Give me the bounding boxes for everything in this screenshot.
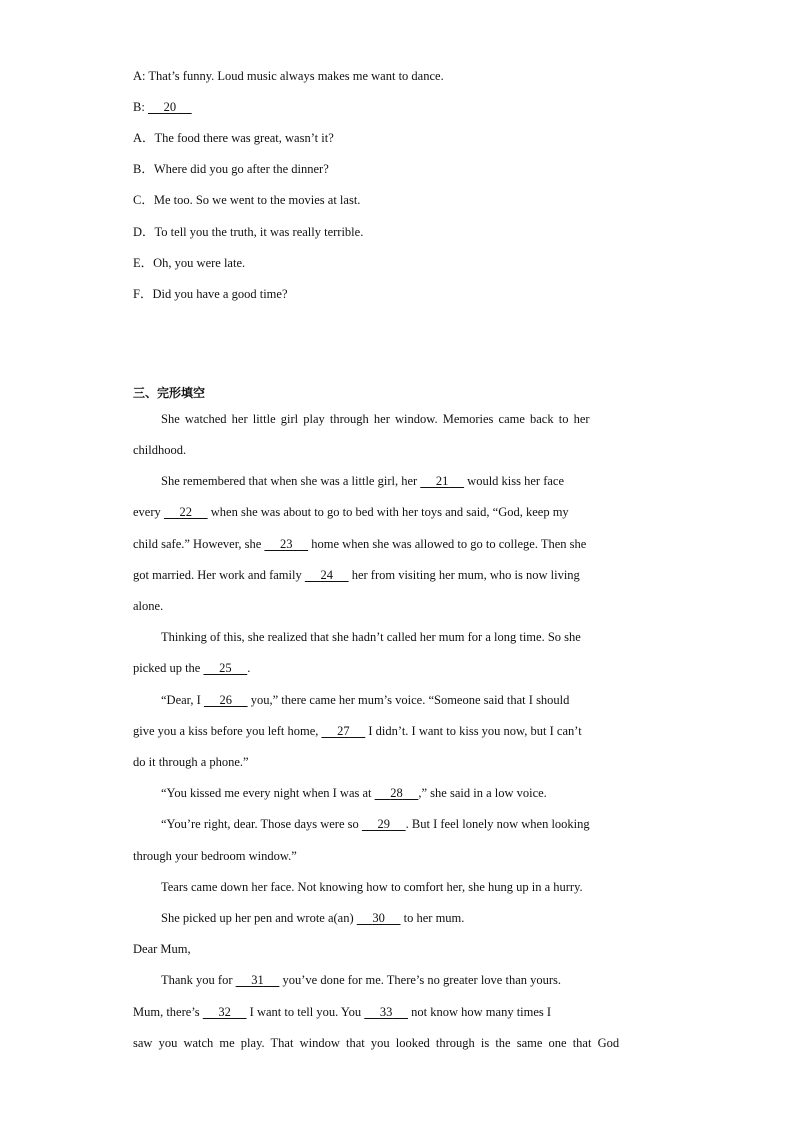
option-f	[133, 288, 288, 301]
passage-line: Thank you for 31 you’ve done for me. There’s no greater love than yours.	[161, 973, 562, 987]
answer-blank: 30	[372, 911, 385, 925]
option-text: The food there was great, wasn’t it?	[154, 131, 334, 145]
option-text: Oh, you were late.	[153, 256, 246, 270]
passage-line: Tears came down her face. Not knowing how to comfort her, she hung up in a hurry.	[161, 880, 583, 894]
answer-blank: 23	[280, 537, 293, 551]
passage-line: alone.	[133, 599, 164, 613]
option-text: To tell you the truth, it was really terrible.	[154, 225, 364, 239]
passage-line: She watched her little girl play through her window. Memories came back to her	[161, 412, 590, 426]
option-letter: F．	[133, 287, 153, 301]
answer-blank: 20	[163, 100, 177, 114]
answer-blank: 26	[219, 693, 232, 707]
passage-line: She remembered that when she was a little girl, her 21 would kiss her face	[161, 474, 565, 488]
answer-blank: 22	[179, 505, 193, 519]
option-d	[133, 226, 363, 239]
answer-blank: 21	[435, 474, 449, 488]
answer-blank: 31	[251, 973, 264, 987]
passage-line: give you a kiss before you left home, 27 I didn’t. I want to kiss you now, but I can’t	[133, 724, 582, 738]
option-text: Did you have a good time?	[152, 287, 288, 301]
passage-line: Thinking of this, she realized that she hadn’t called her mum for a long time. So she	[161, 630, 581, 644]
option-text: Where did you go after the dinner?	[153, 162, 329, 176]
dialogue-line-b	[133, 101, 192, 114]
option-a	[133, 132, 334, 145]
passage-line: do it through a phone.”	[133, 755, 249, 769]
passage-line: She picked up her pen and wrote a(an) 30 to her mum.	[161, 911, 465, 925]
option-letter: E．	[133, 256, 154, 270]
option-letter: C．	[133, 193, 154, 207]
answer-blank: 28	[390, 786, 403, 800]
passage-line: child safe.” However, she 23 home when she was allowed to go to college. Then she	[133, 537, 587, 551]
answer-blank: 32	[218, 1005, 231, 1019]
answer-blank: 27	[337, 724, 350, 738]
letter-salutation: Dear Mum,	[133, 942, 191, 956]
option-b	[133, 163, 329, 176]
passage-line: childhood.	[133, 443, 187, 457]
answer-blank: 29	[377, 817, 391, 831]
passage-line: every 22 when she was about to go to bed with her toys and said, “God, keep my	[133, 505, 569, 519]
passage-line: got married. Her work and family 24 her from visiting her mum, who is now living	[133, 568, 580, 582]
option-c	[133, 194, 360, 207]
answer-blank: 25	[219, 661, 232, 675]
passage-line: saw you watch me play. That window that you looked through is the same one that God	[133, 1036, 620, 1050]
passage-line: “Dear, I 26 you,” there came her mum’s voice. “Someone said that I should	[161, 693, 570, 707]
answer-blank: 24	[320, 568, 333, 582]
dialogue-text: That’s funny. Loud music always makes me want to dance.	[148, 69, 444, 83]
speaker-label: B:	[133, 100, 145, 114]
answer-blank: 33	[379, 1005, 393, 1019]
option-letter: D．	[133, 225, 155, 239]
option-text: Me too. So we went to the movies at last.	[153, 193, 361, 207]
passage-line: “You’re right, dear. Those days were so 29 . But I feel lonely now when looking	[161, 817, 590, 831]
option-letter: A．	[133, 131, 155, 145]
passage-line: picked up the 25 .	[133, 661, 251, 675]
dialogue-line-a	[133, 70, 444, 83]
speaker-label: A:	[133, 69, 146, 83]
passage-line: through your bedroom window.”	[133, 849, 297, 863]
passage-line: “You kissed me every night when I was at 28 ,” she said in a low voice.	[161, 786, 547, 800]
option-e	[133, 257, 245, 270]
section-title: 三、完形填空	[133, 386, 206, 400]
option-letter: B．	[133, 162, 154, 176]
passage-line: Mum, there’s 32 I want to tell you. You 33 not know how many times I	[133, 1005, 552, 1019]
